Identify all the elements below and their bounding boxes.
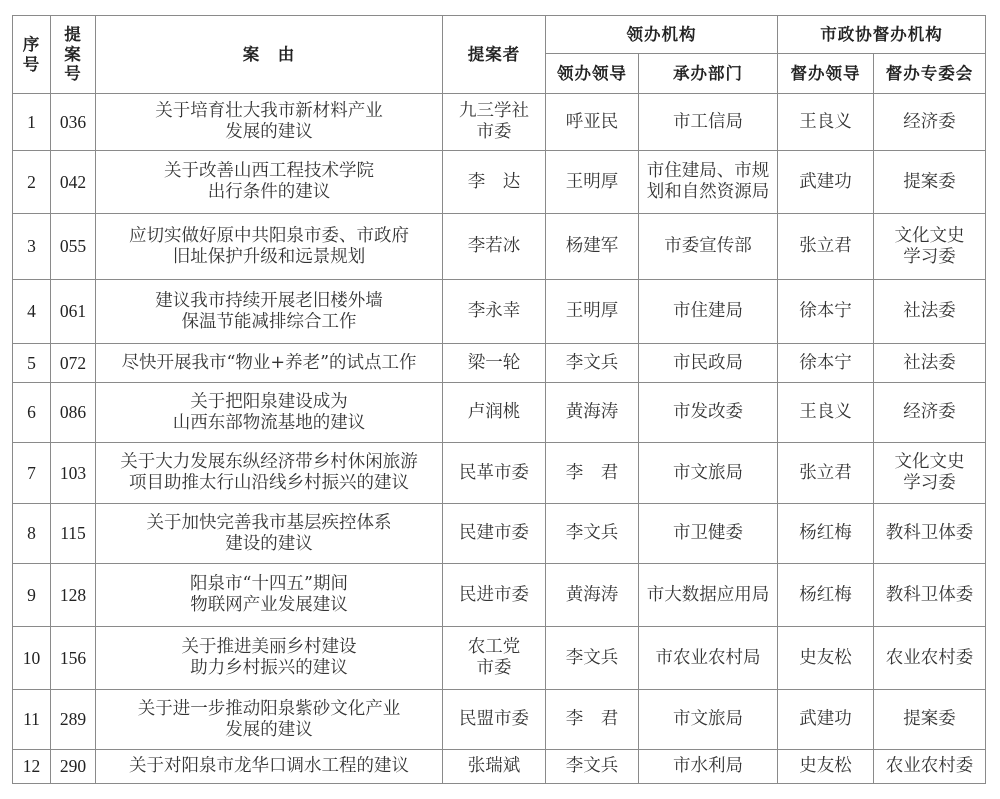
table-row xyxy=(13,443,986,504)
cell-subject-line: 旧址保护升级和远景规划 xyxy=(172,246,366,267)
cell-proposer xyxy=(443,443,546,504)
cell-supervising-committee xyxy=(874,627,986,690)
cell-proposer xyxy=(443,214,546,280)
cell-undertaking-dept xyxy=(639,750,778,784)
cell-proposal-no: 290 xyxy=(51,750,96,784)
cell-undertaking-dept-line: 市住建局 xyxy=(673,301,743,321)
cell-undertaking-dept xyxy=(639,280,778,344)
cell-supervising-leader: 王良义 xyxy=(778,94,874,151)
cell-undertaking-dept-line: 市住建局、市规 xyxy=(646,161,770,181)
cell-subject-line: 关于大力发展东纵经济带乡村休闲旅游 xyxy=(120,452,418,472)
cell-proposal-no: 103 xyxy=(51,443,96,504)
header-lead-org: 领办机构 xyxy=(546,16,778,54)
cell-subject-line: 出行条件的建议 xyxy=(207,182,331,202)
cell-proposer-line: 张瑞斌 xyxy=(467,756,521,776)
cell-proposal-no: 061 xyxy=(51,280,96,344)
cell-proposal-no: 156 xyxy=(51,627,96,690)
cell-supervising-committee-line: 农业农村委 xyxy=(885,756,974,776)
cell-lead-leader: 王明厚 xyxy=(546,280,639,344)
cell-undertaking-dept-line: 市民政局 xyxy=(673,352,743,373)
cell-supervising-committee-line: 农业农村委 xyxy=(885,647,974,668)
cell-lead-leader: 李 君 xyxy=(546,443,639,504)
cell-seq: 3 xyxy=(13,214,51,280)
cell-seq: 9 xyxy=(13,564,51,627)
cell-supervising-committee xyxy=(874,383,986,443)
header-proposal-no xyxy=(51,16,96,94)
cell-undertaking-dept xyxy=(639,383,778,443)
cell-lead-leader: 李文兵 xyxy=(546,750,639,784)
cell-lead-leader: 呼亚民 xyxy=(546,94,639,151)
cell-undertaking-dept xyxy=(639,94,778,151)
cell-lead-leader: 李 君 xyxy=(546,690,639,750)
cell-undertaking-dept-line: 市委宣传部 xyxy=(664,236,752,256)
cell-seq: 6 xyxy=(13,383,51,443)
cell-subject xyxy=(96,383,443,443)
cell-proposer-line: 民进市委 xyxy=(459,584,529,605)
cell-supervising-committee-line: 教科卫体委 xyxy=(885,523,974,543)
cell-undertaking-dept-line: 市大数据应用局 xyxy=(646,584,770,605)
cell-proposer-line: 九三学社 xyxy=(459,101,529,121)
cell-lead-leader: 李文兵 xyxy=(546,504,639,564)
cell-undertaking-dept xyxy=(639,443,778,504)
cell-proposal-no: 289 xyxy=(51,690,96,750)
cell-subject xyxy=(96,344,443,383)
cell-undertaking-dept-line: 市文旅局 xyxy=(673,709,743,729)
cell-subject xyxy=(96,94,443,151)
cell-seq: 8 xyxy=(13,504,51,564)
header-proposer: 提案者 xyxy=(443,16,546,94)
cell-subject-line: 应切实做好原中共阳泉市委、市政府 xyxy=(129,225,409,246)
cell-proposer xyxy=(443,564,546,627)
cell-lead-leader: 黄海涛 xyxy=(546,383,639,443)
cell-proposer-line: 李若冰 xyxy=(467,236,521,256)
cell-subject xyxy=(96,280,443,344)
cell-proposal-no: 036 xyxy=(51,94,96,151)
cell-proposer-line: 李永幸 xyxy=(467,301,521,321)
table-row xyxy=(13,564,986,627)
header-seq xyxy=(13,16,51,94)
cell-proposal-no: 115 xyxy=(51,504,96,564)
cell-undertaking-dept-line: 市工信局 xyxy=(673,111,743,132)
cell-supervising-committee-line: 文化文史 xyxy=(894,452,965,472)
header-lead-leader: 领办领导 xyxy=(546,54,639,94)
header-undertaking-dept: 承办部门 xyxy=(639,54,778,94)
cell-supervising-committee xyxy=(874,280,986,344)
cell-undertaking-dept xyxy=(639,564,778,627)
table-row xyxy=(13,344,986,383)
cell-supervising-committee xyxy=(874,151,986,214)
cell-supervising-committee-line: 学习委 xyxy=(903,473,956,493)
cell-subject-line: 发展的建议 xyxy=(225,719,313,740)
cell-proposer xyxy=(443,750,546,784)
cell-lead-leader: 王明厚 xyxy=(546,151,639,214)
cell-seq: 10 xyxy=(13,627,51,690)
cell-subject xyxy=(96,564,443,627)
cell-proposer-line: 市委 xyxy=(476,658,512,678)
table-row xyxy=(13,690,986,750)
cell-subject xyxy=(96,750,443,784)
cell-subject xyxy=(96,443,443,504)
table-row xyxy=(13,750,986,784)
cell-proposal-no: 086 xyxy=(51,383,96,443)
cell-subject-line: 项目助推太行山沿线乡村振兴的建议 xyxy=(129,473,409,493)
cell-lead-leader: 杨建军 xyxy=(546,214,639,280)
cell-seq: 1 xyxy=(13,94,51,151)
cell-undertaking-dept-line: 市农业农村局 xyxy=(655,647,761,668)
cell-proposer-line: 梁一轮 xyxy=(467,352,521,373)
header-proposal-no-char: 案 xyxy=(64,44,82,64)
cell-supervising-committee xyxy=(874,690,986,750)
table-row xyxy=(13,627,986,690)
cell-proposer xyxy=(443,280,546,344)
cell-supervising-committee xyxy=(874,94,986,151)
cell-supervising-leader: 徐本宁 xyxy=(778,280,874,344)
cell-proposer-line: 民建市委 xyxy=(459,523,529,543)
cell-proposer xyxy=(443,383,546,443)
cell-proposer-line: 李 达 xyxy=(467,171,521,192)
cell-supervising-leader: 杨红梅 xyxy=(778,504,874,564)
cell-subject-line: 关于对阳泉市龙华口调水工程的建议 xyxy=(129,756,409,776)
cell-supervising-leader: 武建功 xyxy=(778,690,874,750)
cell-supervising-committee xyxy=(874,504,986,564)
table-header xyxy=(13,16,986,94)
cell-undertaking-dept-line: 市文旅局 xyxy=(673,462,743,483)
cell-supervising-leader: 王良义 xyxy=(778,383,874,443)
cell-subject-line: 关于推进美丽乡村建设 xyxy=(181,637,357,657)
cell-seq: 7 xyxy=(13,443,51,504)
cell-supervising-leader: 武建功 xyxy=(778,151,874,214)
cell-lead-leader: 李文兵 xyxy=(546,344,639,383)
cell-proposer-line: 民革市委 xyxy=(459,462,529,483)
cell-proposer-line: 农工党 xyxy=(467,637,521,657)
header-subject: 案 由 xyxy=(96,16,443,94)
header-supervising-leader: 督办领导 xyxy=(778,54,874,94)
header-proposal-no-char: 号 xyxy=(64,64,82,84)
cell-undertaking-dept xyxy=(639,214,778,280)
table-row xyxy=(13,151,986,214)
cell-supervising-leader: 史友松 xyxy=(778,627,874,690)
cell-proposer xyxy=(443,504,546,564)
cell-supervising-leader: 史友松 xyxy=(778,750,874,784)
cell-supervising-committee xyxy=(874,750,986,784)
cell-supervising-committee-line: 文化文史 xyxy=(894,225,965,246)
cell-proposal-no: 055 xyxy=(51,214,96,280)
cell-undertaking-dept xyxy=(639,627,778,690)
cell-subject-line: 关于改善山西工程技术学院 xyxy=(164,161,374,181)
cell-supervising-committee-line: 学习委 xyxy=(903,246,956,267)
cell-proposal-no: 128 xyxy=(51,564,96,627)
cell-supervising-committee-line: 经济委 xyxy=(903,402,956,422)
cell-subject-line: 保温节能减排综合工作 xyxy=(181,311,357,332)
cell-supervising-committee-line: 社法委 xyxy=(903,352,956,373)
cell-proposer xyxy=(443,151,546,214)
cell-subject-line: 关于进一步推动阳泉紫砂文化产业 xyxy=(137,698,401,719)
header-supervising-committee: 督办专委会 xyxy=(874,54,986,94)
cell-undertaking-dept-line: 市发改委 xyxy=(673,402,743,422)
header-cppcc-supervision: 市政协督办机构 xyxy=(778,16,986,54)
cell-subject-line: 助力乡村振兴的建议 xyxy=(190,658,348,678)
cell-subject-line: 建议我市持续开展老旧楼外墙 xyxy=(155,290,383,311)
cell-undertaking-dept-line: 市水利局 xyxy=(673,756,743,776)
table-body xyxy=(13,94,986,784)
cell-subject xyxy=(96,504,443,564)
cell-proposal-no: 042 xyxy=(51,151,96,214)
cell-proposer xyxy=(443,690,546,750)
cell-subject xyxy=(96,627,443,690)
cell-seq: 12 xyxy=(13,750,51,784)
cell-proposer-line: 卢润桃 xyxy=(467,402,521,422)
cell-subject-line: 关于把阳泉建设成为 xyxy=(190,391,348,412)
cell-supervising-committee-line: 社法委 xyxy=(903,301,956,321)
table-row xyxy=(13,383,986,443)
cell-supervising-leader: 杨红梅 xyxy=(778,564,874,627)
cell-supervising-leader: 张立君 xyxy=(778,443,874,504)
proposal-supervision-table xyxy=(12,15,986,784)
cell-subject-line: 尽快开展我市“物业+养老”的试点工作 xyxy=(121,352,417,373)
cell-supervising-committee-line: 提案委 xyxy=(903,171,956,192)
cell-supervising-committee-line: 教科卫体委 xyxy=(885,584,974,605)
cell-undertaking-dept xyxy=(639,504,778,564)
table-row xyxy=(13,214,986,280)
cell-proposer-line: 市委 xyxy=(476,122,512,142)
cell-subject-line: 建设的建议 xyxy=(225,533,313,554)
cell-seq: 11 xyxy=(13,690,51,750)
cell-subject-line: 关于培育壮大我市新材料产业 xyxy=(155,101,383,121)
table-row xyxy=(13,94,986,151)
cell-supervising-committee xyxy=(874,214,986,280)
cell-proposal-no: 072 xyxy=(51,344,96,383)
cell-supervising-committee xyxy=(874,443,986,504)
cell-subject-line: 物联网产业发展建议 xyxy=(190,595,348,615)
header-seq-char: 号 xyxy=(22,54,41,74)
cell-undertaking-dept-line: 市卫健委 xyxy=(673,523,743,543)
cell-supervising-leader: 张立君 xyxy=(778,214,874,280)
header-proposal-no-char: 提 xyxy=(64,24,82,44)
cell-undertaking-dept-line: 划和自然资源局 xyxy=(646,182,770,202)
cell-subject xyxy=(96,690,443,750)
cell-supervising-leader: 徐本宁 xyxy=(778,344,874,383)
cell-supervising-committee xyxy=(874,344,986,383)
cell-supervising-committee-line: 提案委 xyxy=(903,709,956,729)
table-row xyxy=(13,280,986,344)
cell-subject xyxy=(96,151,443,214)
cell-lead-leader: 李文兵 xyxy=(546,627,639,690)
cell-subject-line: 山西东部物流基地的建议 xyxy=(172,412,366,433)
header-seq-char: 序 xyxy=(22,34,41,54)
table-row xyxy=(13,504,986,564)
cell-undertaking-dept xyxy=(639,344,778,383)
cell-seq: 2 xyxy=(13,151,51,214)
cell-seq: 4 xyxy=(13,280,51,344)
cell-proposer xyxy=(443,344,546,383)
cell-proposer xyxy=(443,627,546,690)
cell-supervising-committee-line: 经济委 xyxy=(903,111,956,132)
cell-subject-line: 阳泉市“十四五”期间 xyxy=(190,574,348,594)
cell-undertaking-dept xyxy=(639,690,778,750)
cell-subject xyxy=(96,214,443,280)
cell-proposer-line: 民盟市委 xyxy=(459,709,529,729)
cell-undertaking-dept xyxy=(639,151,778,214)
cell-seq: 5 xyxy=(13,344,51,383)
cell-lead-leader: 黄海涛 xyxy=(546,564,639,627)
cell-proposer xyxy=(443,94,546,151)
cell-subject-line: 关于加快完善我市基层疾控体系 xyxy=(146,512,392,533)
cell-supervising-committee xyxy=(874,564,986,627)
cell-subject-line: 发展的建议 xyxy=(225,122,313,142)
